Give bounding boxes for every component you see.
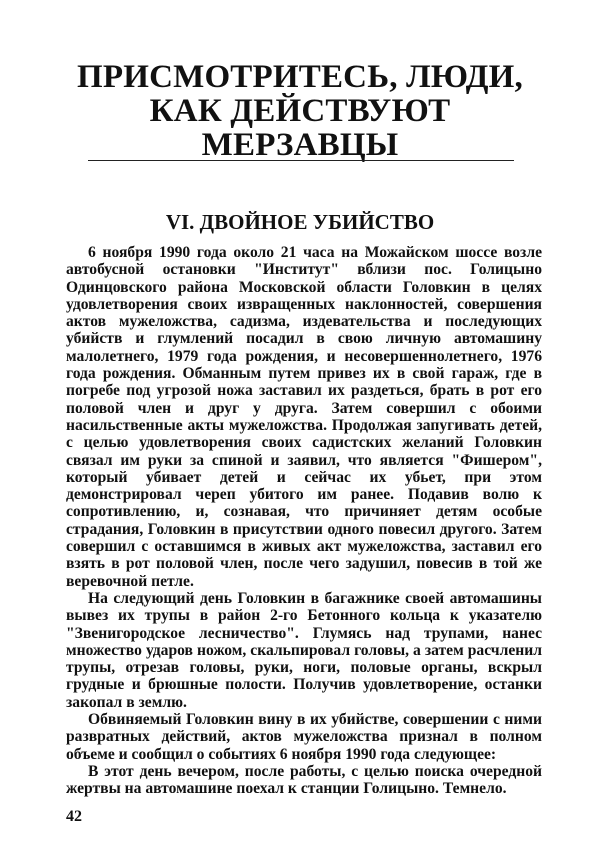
title-divider bbox=[88, 160, 514, 161]
page-number: 42 bbox=[66, 808, 82, 825]
paragraph: Обвиняемый Головкин вину в их убийстве, совершении с ними развратных действий, актов мужеложства признал в полном объеме и сообщил о событиях 6 ноября 1990 года следующее: bbox=[66, 711, 542, 763]
body-text bbox=[66, 244, 542, 798]
paragraph: В этот день вечером, после работы, с целью поиска очередной жертвы на автомашине поехал к станции Голицыно. Темнело. bbox=[66, 762, 542, 798]
chapter-title bbox=[40, 60, 560, 162]
chapter-title-line: КАК ДЕЙСТВУЮТ bbox=[149, 93, 451, 129]
paragraph: 6 ноября 1990 года около 21 часа на Можайском шоссе возле автобусной остановки "Институт" вблизи пос. Голицыно Одинцовского района Московской области Головкин в целях удовлетворения своих извращенных наклонностей, совершения актов мужеложства, садизма, издевательства и последующих убийств и глумлений посадил в свою личную автомашину малолетнего, 1979 года рождения, и несовершеннолетнего, 1976 года рождения. Обманным путем привез их в свой гараж, где в погребе под угрозой ножа заставил их раздеться, брать в рот его половой член и друг у друга. Затем совершил с обоими насильственные акты мужеложства. Продолжая запугивать детей, с целью удовлетворения своих садистских желаний Головкин связал им руки за спиной и заявил, что является "Фишером", который убивает детей и сейчас их убьет, при этом демонстрировал череп убитого им ранее. Подавив волю к сопротивлению, и, сознавая, что причиняет детям особые страдания, Головкин в присутствии одного повесил другого. Затем совершил с оставшимся в живых акт мужеложства, заставил его взять в рот половой член, после чего задушил, повесив в той же веревочной петле. bbox=[66, 244, 542, 590]
paragraph: На следующий день Головкин в багажнике своей автомашины вывез их трупы в район 2-го Бетонного кольца к указателю "Звенигородское лесничество". Глумясь над трупами, нанес множество ударов ножом, скальпировал головы, а затем расчленил трупы, отрезав головы, руки, ноги, половые органы, вскрыл грудные и брюшные полости. Получив удовлетворение, останки закопал в землю. bbox=[66, 589, 542, 711]
chapter-title-line: ПРИСМОТРИТЕСЬ, ЛЮДИ, bbox=[76, 59, 524, 95]
chapter-title-line: МЕРЗАВЦЫ bbox=[201, 127, 399, 163]
section-title: VI. ДВОЙНОЕ УБИЙСТВО bbox=[165, 210, 435, 234]
